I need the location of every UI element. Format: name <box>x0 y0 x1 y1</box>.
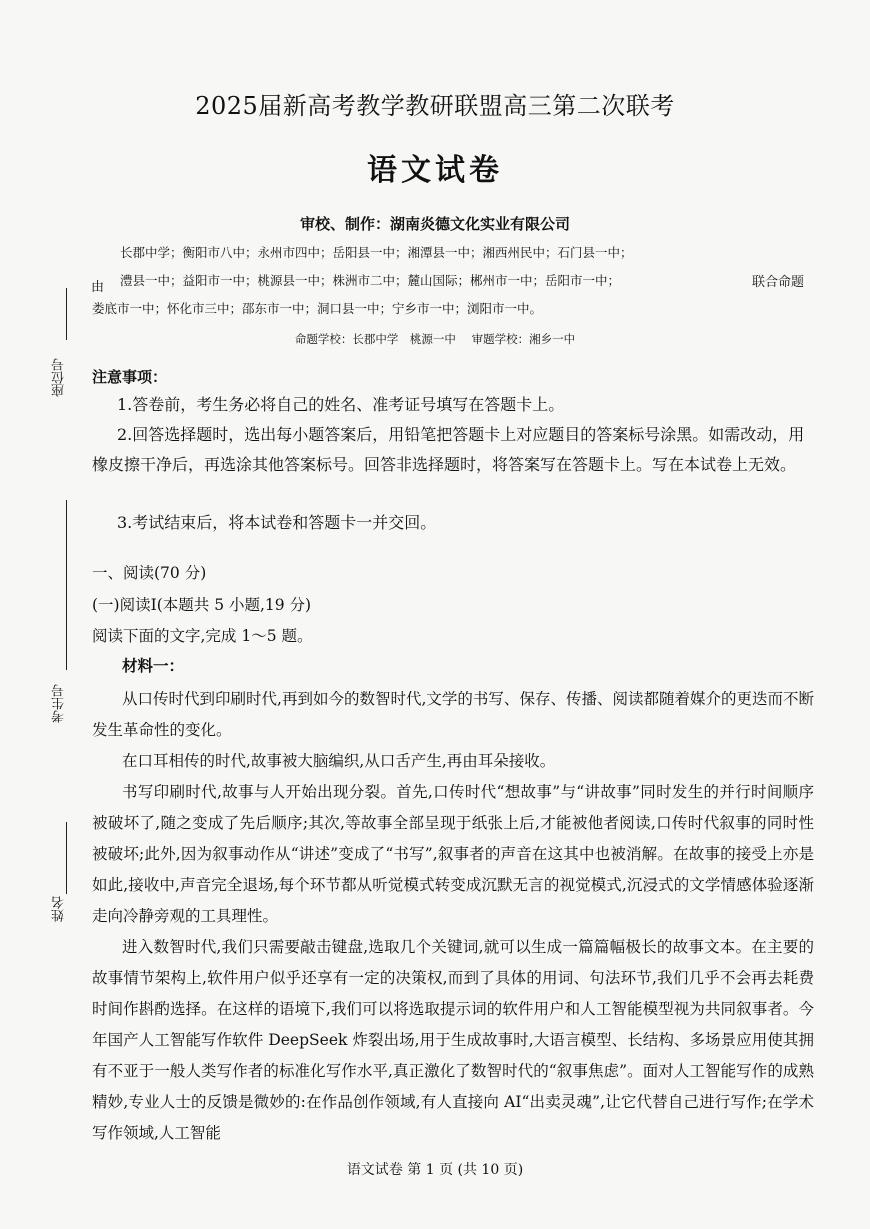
material-label: 材料一： <box>122 656 185 675</box>
name-field-label: 姓名 <box>52 896 67 922</box>
passage-paragraph-4: 进入数智时代,我们只需要敲击键盘,选取几个关键词,就可以生成一篇篇幅极长的故事文本。在主要的故事情节架构上,软件用户似乎还享有一定的决策权,而到了具体的用词、句法环节,我们几乎不会再去耗费时间作斟酌选择。在这样的语境下,我们可以将选取提示词的软件用户和人工智能模型视为共同叙事者。今年国产人工智能写作软件 DeepSeek 炸裂出场,用于生成故事时,大语言模型、长结构、多场景应用使其拥有不亚于一般人类写作者的标准化写作水平,真正激化了数智时代的“叙事焦虑”。面对人工智能写作的成熟精妙,专业人士的反馈是微妙的:在作品创作领域,有人直接向 AI“出卖灵魂”,让它代替自己进行写作;在学术写作领域,人工智能 <box>92 938 814 1142</box>
section-instruction: 阅读下面的文字,完成 1～5 题。 <box>92 627 313 645</box>
seat-field-label: 座位号 <box>52 358 67 397</box>
joint-label: 联合命题 <box>752 275 805 290</box>
page-footer: 语文试卷 第 1 页 (共 10 页) <box>346 1162 524 1178</box>
name-field-line <box>66 822 67 894</box>
passage-paragraph-2: 在口耳相传的时代,故事被大脑编织,从口舌产生,再由耳朵接收。 <box>122 752 556 770</box>
proposer-schools: 命题学校：长郡中学 桃源一中 <box>294 332 456 346</box>
passage-paragraph-1: 从口传时代到印刷时代,再到如今的数智时代,文学的书写、保存、传播、阅读都随着媒介的更迭而不断发生革命性的变化。 <box>92 690 814 739</box>
producer-line: 审校、制作：湖南炎德文化实业有限公司 <box>299 215 570 233</box>
committee-line <box>0 331 870 347</box>
passage-paragraph-3: 书写印刷时代,故事与人开始出现分裂。首先,口传时代“想故事”与“讲故事”同时发生的并行时间顺序被破坏了,随之变成了先后顺序;其次,等故事全部呈现于纸张上后,才能被他者阅读,口传时代叙事的同时性被破坏;此外,因为叙事动作从“讲述”变成了“书写”,叙事者的声音在这其中也被消解。在故事的接受上亦是如此,接收中,声音完全退场,每个环节都从听觉模式转变成沉默无言的视觉模式,沉浸式的文学情感体验逐渐走向冷静旁观的工具理性。 <box>92 783 814 925</box>
subject-title: 语文试卷 <box>367 153 503 188</box>
exam-number-field-line <box>66 500 67 670</box>
notice-item-3: 3.考试结束后，将本试卷和答题卡一并交回。 <box>117 513 437 532</box>
section-title: 一、阅读(70 分) <box>92 564 207 582</box>
reviewer-school: 审题学校：湘乡一中 <box>471 332 576 346</box>
schools-line-3: 娄底市一中；怀化市三中；邵东市一中；洞口县一中；宁乡市一中；浏阳市一中。 <box>92 301 543 316</box>
schools-line-1: 长郡中学；衡阳市八中；永州市四中；岳阳县一中；湘潭县一中；湘西州民中；石门县一中； <box>120 245 633 260</box>
exam-number-field-label: 考生号 <box>52 684 67 723</box>
seat-field-line <box>66 288 67 340</box>
notice-item-2: 2.回答选择题时，选出每小题答案后，用铅笔把答题卡上对应题目的答案标号涂黑。如需改动，用橡皮擦干净后，再选涂其他答案标号。回答非选择题时，将答案写在答题卡上。写在本试卷上无效。 <box>92 425 805 474</box>
notice-heading: 注意事项： <box>92 368 168 386</box>
section-subtitle: (一)阅读Ⅰ(本题共 5 小题,19 分) <box>92 596 312 614</box>
exam-title: 2025届新高考教学教研联盟高三第二次联考 <box>195 92 675 120</box>
you-char: 由 <box>91 280 105 295</box>
schools-line-2: 澧县一中；益阳市一中；桃源县一中；株洲市二中；麓山国际；郴州市一中；岳阳市一中； <box>120 273 621 288</box>
notice-item-1: 1.答卷前，考生务必将自己的姓名、准考证号填写在答题卡上。 <box>117 395 565 414</box>
